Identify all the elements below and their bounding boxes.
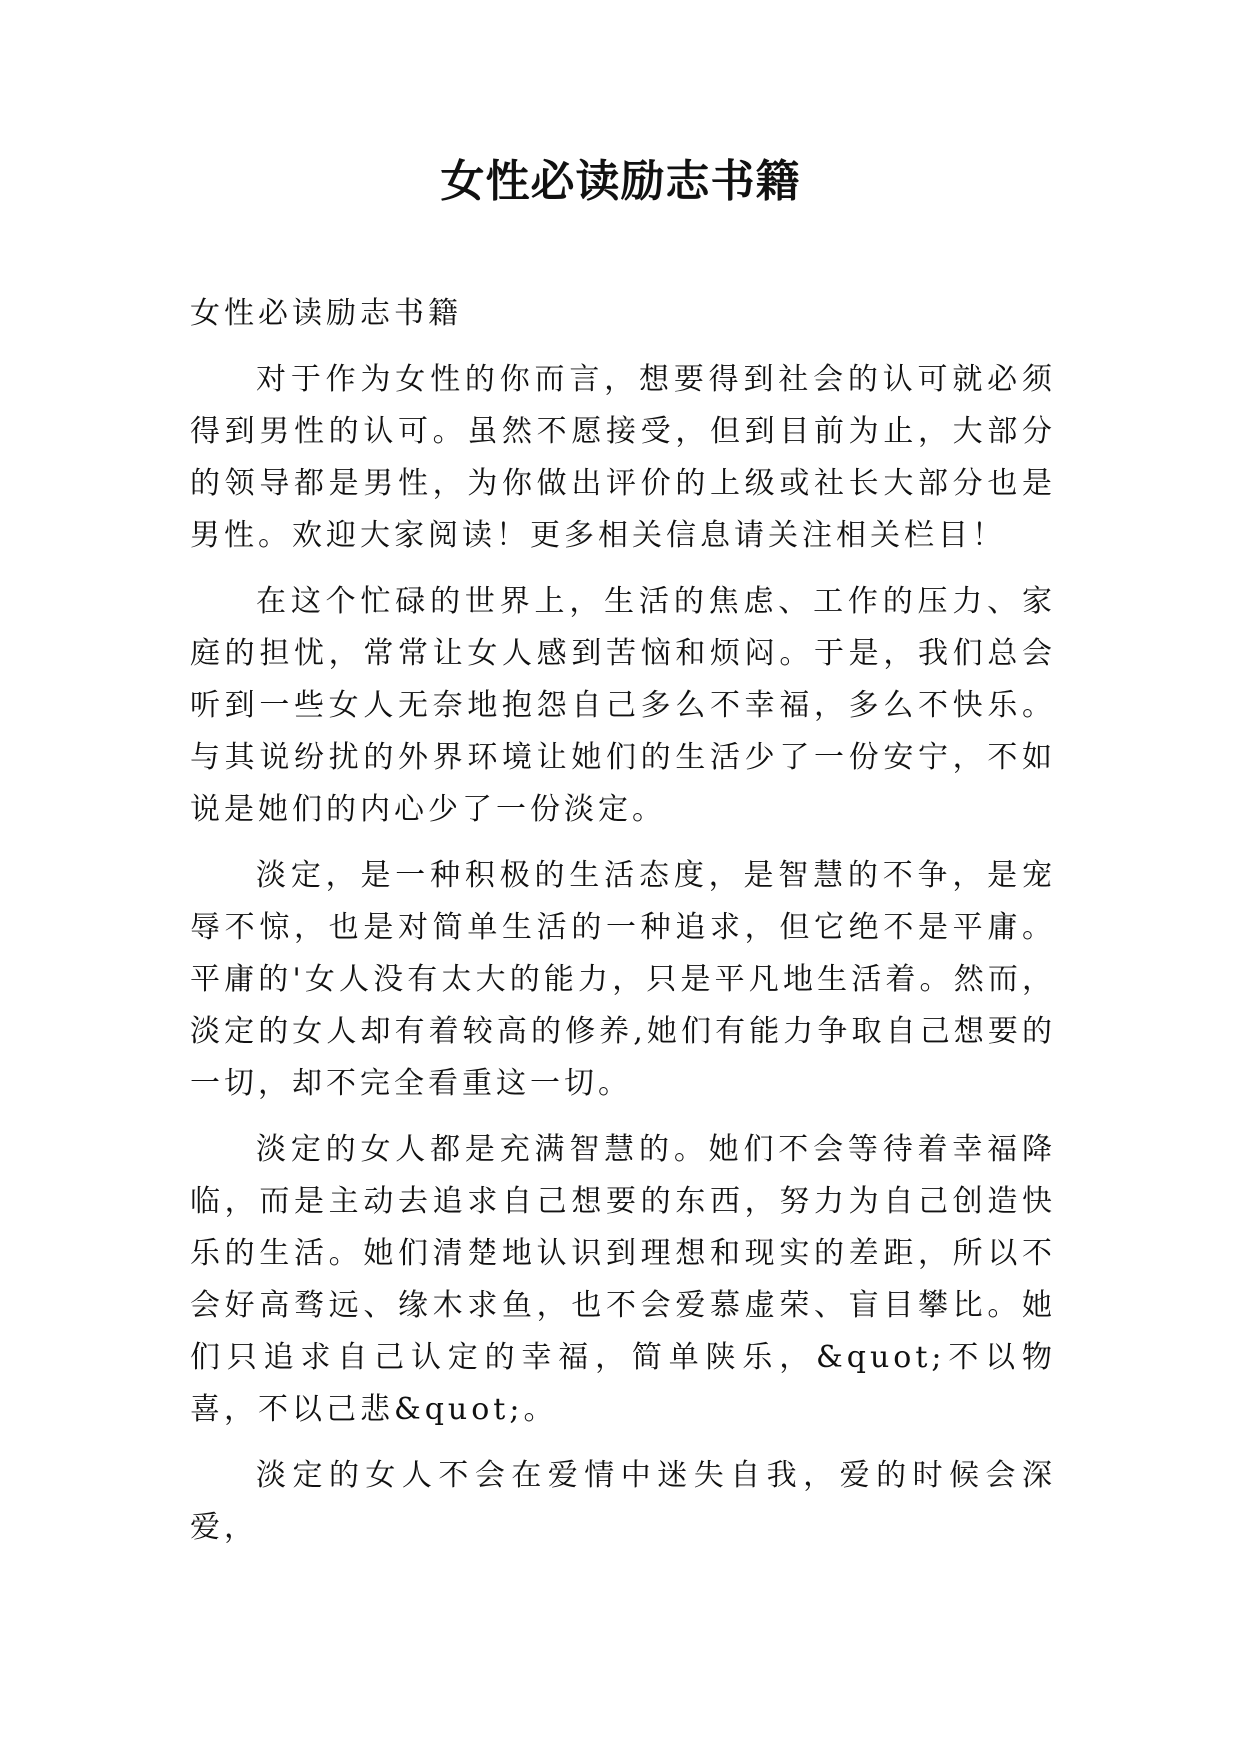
paragraph-3: 淡定，是一种积极的生活态度，是智慧的不争，是宠辱不惊，也是对简单生活的一种追求，但它绝不是平庸。平庸的'女人没有太大的能力，只是平凡地生活着。然而，淡定的女人却有着较高的修养,她们有能力争取自己想要的一切，却不完全看重这一切。 [190,858,1056,1101]
document-title: 女性必读励志书籍 [440,156,801,207]
body-heading: 女性必读励志书籍 [190,296,462,331]
paragraph-2: 在这个忙碌的世界上，生活的焦虑、工作的压力、家庭的担忧，常常让女人感到苦恼和烦闷。于是，我们总会听到一些女人无奈地抱怨自己多么不幸福，多么不快乐。与其说纷扰的外界环境让她们的生活少了一份安宁，不如说是她们的内心少了一份淡定。 [190,584,1056,827]
paragraph-1: 对于作为女性的你而言，想要得到社会的认可就必须得到男性的认可。虽然不愿接受，但到目前为止，大部分的领导都是男性，为你做出评价的上级或社长大部分也是男性。欢迎大家阅读！更多相关信息请关注相关栏目！ [190,362,1056,553]
paragraph-4: 淡定的女人都是充满智慧的。她们不会等待着幸福降临，而是主动去追求自己想要的东西，努力为自己创造快乐的生活。她们清楚地认识到理想和现实的差距，所以不会好高骛远、缘木求鱼，也不会爱慕虚荣、盲目攀比。她们只追求自己认定的幸福，简单陕乐，&quot;不以物喜，不以己悲&quot;。 [190,1132,1056,1427]
document-body [190,288,1056,1554]
paragraph-5: 淡定的女人不会在爱情中迷失自我，爱的时候会深爱， [190,1458,1056,1545]
